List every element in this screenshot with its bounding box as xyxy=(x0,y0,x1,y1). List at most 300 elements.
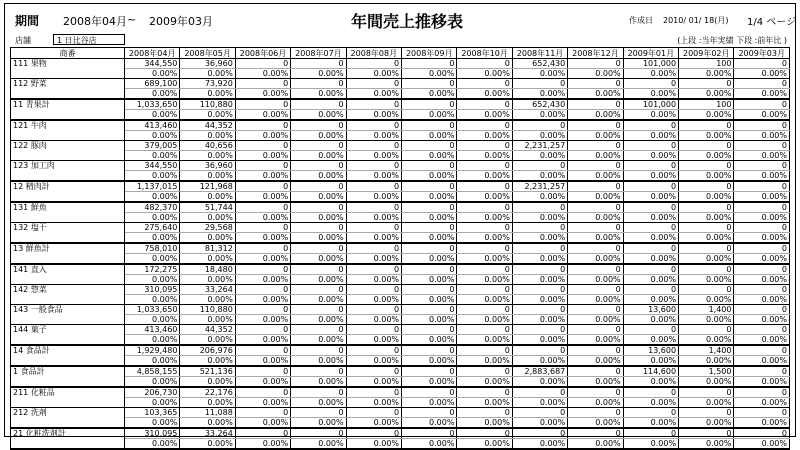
store-label: 店舗 xyxy=(15,36,31,45)
period-start: 2008年04月 xyxy=(63,15,127,28)
sales-value: 0 xyxy=(346,223,401,233)
ratio-value: 0.00% xyxy=(623,295,678,305)
ratio-value: 0.00% xyxy=(457,213,512,223)
sales-value: 482,370 xyxy=(125,202,180,213)
sales-value: 0 xyxy=(568,366,623,377)
sales-value: 110,880 xyxy=(180,99,235,110)
ratio-value: 0.00% xyxy=(457,275,512,285)
row-name: 11 青果計 xyxy=(11,99,125,110)
ratio-value: 0.00% xyxy=(235,89,290,100)
ratio-value: 0.00% xyxy=(734,315,790,325)
ratio-value: 0.00% xyxy=(623,315,678,325)
sales-value: 0 xyxy=(402,264,457,275)
sales-value: 0 xyxy=(623,120,678,131)
ratio-value: 0.00% xyxy=(568,315,623,325)
sales-value: 0 xyxy=(568,59,623,69)
ratio-value: 0.00% xyxy=(457,110,512,121)
sales-value: 379,005 xyxy=(125,141,180,151)
ratio-value: 0.00% xyxy=(568,439,623,450)
ratio-value: 0.00% xyxy=(346,275,401,285)
ratio-value: 0.00% xyxy=(291,356,346,367)
sales-value: 0 xyxy=(734,264,790,275)
created-label: 作成日 xyxy=(629,16,653,25)
ratio-value: 0.00% xyxy=(512,335,567,346)
sales-value: 0 xyxy=(679,428,734,439)
month-header: 2008年09月 xyxy=(402,48,457,59)
ratio-value: 0.00% xyxy=(180,335,235,346)
ratio-value: 0.00% xyxy=(457,356,512,367)
ratio-value: 0.00% xyxy=(125,254,180,265)
ratio-value: 0.00% xyxy=(734,151,790,161)
ratio-value: 0.00% xyxy=(402,192,457,203)
period-label: 期間 xyxy=(15,14,40,28)
sales-value: 0 xyxy=(623,387,678,398)
sales-value: 22,176 xyxy=(180,387,235,398)
ratio-value: 0.00% xyxy=(180,233,235,244)
ratio-value: 0.00% xyxy=(512,69,567,79)
ratio-value: 0.00% xyxy=(679,171,734,182)
sales-value: 44,352 xyxy=(180,325,235,335)
ratio-value: 0.00% xyxy=(679,439,734,450)
ratio-value: 0.00% xyxy=(235,69,290,79)
sales-value: 0 xyxy=(457,305,512,315)
ratio-value: 0.00% xyxy=(291,151,346,161)
ratio-value: 0.00% xyxy=(568,213,623,223)
ratio-value: 0.00% xyxy=(180,398,235,408)
sales-value: 0 xyxy=(512,428,567,439)
ratio-value: 0.00% xyxy=(512,275,567,285)
ratio-value: 0.00% xyxy=(235,335,290,346)
sales-value: 0 xyxy=(291,387,346,398)
sales-value: 0 xyxy=(512,387,567,398)
ratio-value: 0.00% xyxy=(568,192,623,203)
ratio-value: 0.00% xyxy=(125,398,180,408)
ratio-value: 0.00% xyxy=(512,398,567,408)
sales-value: 0 xyxy=(235,120,290,131)
table-header-row xyxy=(11,48,790,59)
sales-value: 0 xyxy=(346,264,401,275)
row-name xyxy=(11,110,125,121)
ratio-value: 0.00% xyxy=(457,192,512,203)
ratio-value: 0.00% xyxy=(402,335,457,346)
sales-value: 652,430 xyxy=(512,99,567,110)
ratio-value: 0.00% xyxy=(235,213,290,223)
sales-value: 0 xyxy=(457,408,512,418)
ratio-value: 0.00% xyxy=(346,398,401,408)
sales-value: 0 xyxy=(346,141,401,151)
ratio-value: 0.00% xyxy=(734,356,790,367)
table-row-actual xyxy=(11,387,790,398)
sales-value: 0 xyxy=(291,181,346,192)
month-header: 2008年12月 xyxy=(568,48,623,59)
sales-value: 0 xyxy=(402,366,457,377)
sales-value: 0 xyxy=(568,243,623,254)
sales-value: 0 xyxy=(291,325,346,335)
sales-value: 81,312 xyxy=(180,243,235,254)
row-name: 112 野菜 xyxy=(11,79,125,89)
sales-value: 0 xyxy=(291,366,346,377)
ratio-value: 0.00% xyxy=(125,356,180,367)
sales-value: 0 xyxy=(734,243,790,254)
ratio-value: 0.00% xyxy=(623,171,678,182)
sales-value: 0 xyxy=(512,223,567,233)
sales-value: 206,976 xyxy=(180,345,235,356)
sales-value: 0 xyxy=(457,59,512,69)
month-header: 2008年10月 xyxy=(457,48,512,59)
ratio-value: 0.00% xyxy=(346,69,401,79)
ratio-value: 0.00% xyxy=(125,233,180,244)
sales-value: 0 xyxy=(291,202,346,213)
ratio-value: 0.00% xyxy=(512,254,567,265)
sales-value: 110,880 xyxy=(180,305,235,315)
sales-value: 0 xyxy=(402,408,457,418)
ratio-value: 0.00% xyxy=(291,275,346,285)
ratio-value: 0.00% xyxy=(734,254,790,265)
sales-value: 1,033,650 xyxy=(125,99,180,110)
sales-value: 172,275 xyxy=(125,264,180,275)
sales-value: 1,500 xyxy=(679,366,734,377)
sales-value: 0 xyxy=(346,428,401,439)
sales-value: 0 xyxy=(679,408,734,418)
ratio-value: 0.00% xyxy=(180,192,235,203)
sales-value: 0 xyxy=(568,305,623,315)
sales-value: 0 xyxy=(734,408,790,418)
sales-value: 11,088 xyxy=(180,408,235,418)
sales-value: 0 xyxy=(291,141,346,151)
sales-value: 0 xyxy=(512,285,567,295)
ratio-value: 0.00% xyxy=(568,275,623,285)
ratio-value: 0.00% xyxy=(402,171,457,182)
sales-value: 73,920 xyxy=(180,79,235,89)
sales-value: 36,960 xyxy=(180,161,235,171)
ratio-value: 0.00% xyxy=(679,213,734,223)
sales-value: 0 xyxy=(512,161,567,171)
ratio-value: 0.00% xyxy=(125,418,180,429)
sales-value: 40,656 xyxy=(180,141,235,151)
ratio-value: 0.00% xyxy=(512,295,567,305)
ratio-value: 0.00% xyxy=(235,192,290,203)
header-corner: 商番 xyxy=(11,48,125,59)
sales-value: 0 xyxy=(235,325,290,335)
ratio-value: 0.00% xyxy=(457,151,512,161)
ratio-value: 0.00% xyxy=(457,69,512,79)
sales-value: 0 xyxy=(291,161,346,171)
sales-value: 0 xyxy=(291,59,346,69)
ratio-value: 0.00% xyxy=(291,295,346,305)
sales-value: 0 xyxy=(235,161,290,171)
ratio-value: 0.00% xyxy=(180,131,235,141)
sales-value: 0 xyxy=(291,120,346,131)
ratio-value: 0.00% xyxy=(291,335,346,346)
ratio-value: 0.00% xyxy=(125,151,180,161)
ratio-value: 0.00% xyxy=(235,377,290,388)
ratio-value: 0.00% xyxy=(402,69,457,79)
ratio-value: 0.00% xyxy=(457,171,512,182)
sales-value: 100 xyxy=(679,59,734,69)
sales-value: 0 xyxy=(402,345,457,356)
report-title: 年間売上推移表 xyxy=(351,12,464,31)
sales-value: 121,968 xyxy=(180,181,235,192)
sales-value: 0 xyxy=(568,181,623,192)
table-row-actual xyxy=(11,202,790,213)
ratio-value: 0.00% xyxy=(734,418,790,429)
ratio-value: 0.00% xyxy=(235,398,290,408)
ratio-value: 0.00% xyxy=(734,275,790,285)
report-header xyxy=(5,4,795,34)
sales-value: 0 xyxy=(235,243,290,254)
ratio-value: 0.00% xyxy=(679,254,734,265)
sales-value: 51,744 xyxy=(180,202,235,213)
sales-value: 0 xyxy=(291,223,346,233)
table-row-ratio xyxy=(11,315,790,325)
sales-value: 0 xyxy=(457,181,512,192)
ratio-value: 0.00% xyxy=(457,439,512,450)
ratio-value: 0.00% xyxy=(568,131,623,141)
ratio-value: 0.00% xyxy=(568,356,623,367)
table-row-ratio xyxy=(11,335,790,346)
row-name xyxy=(11,275,125,285)
sales-value: 413,460 xyxy=(125,120,180,131)
ratio-value: 0.00% xyxy=(235,356,290,367)
ratio-value: 0.00% xyxy=(125,131,180,141)
sales-value: 0 xyxy=(679,285,734,295)
sales-value: 0 xyxy=(623,325,678,335)
ratio-value: 0.00% xyxy=(291,131,346,141)
row-name: 1 食品計 xyxy=(11,366,125,377)
sales-value: 0 xyxy=(512,345,567,356)
ratio-value: 0.00% xyxy=(346,131,401,141)
sales-value: 0 xyxy=(291,305,346,315)
table-row-ratio xyxy=(11,110,790,121)
sales-value: 0 xyxy=(623,243,678,254)
ratio-value: 0.00% xyxy=(734,171,790,182)
sales-value: 0 xyxy=(679,202,734,213)
row-name: 141 直入 xyxy=(11,264,125,275)
ratio-value: 0.00% xyxy=(734,69,790,79)
month-header: 2008年04月 xyxy=(125,48,180,59)
ratio-value: 0.00% xyxy=(734,213,790,223)
ratio-value: 0.00% xyxy=(623,192,678,203)
sales-value: 0 xyxy=(568,325,623,335)
ratio-value: 0.00% xyxy=(457,377,512,388)
month-header: 2009年02月 xyxy=(679,48,734,59)
sales-value: 206,730 xyxy=(125,387,180,398)
row-name xyxy=(11,356,125,367)
sales-value: 0 xyxy=(568,99,623,110)
sales-value: 0 xyxy=(402,387,457,398)
ratio-value: 0.00% xyxy=(679,356,734,367)
ratio-value: 0.00% xyxy=(402,89,457,100)
ratio-value: 0.00% xyxy=(291,69,346,79)
month-header: 2008年05月 xyxy=(180,48,235,59)
ratio-value: 0.00% xyxy=(180,275,235,285)
sales-value: 13,600 xyxy=(623,345,678,356)
sales-value: 0 xyxy=(402,305,457,315)
ratio-value: 0.00% xyxy=(679,110,734,121)
row-name xyxy=(11,151,125,161)
sales-value: 0 xyxy=(346,161,401,171)
ratio-value: 0.00% xyxy=(623,131,678,141)
ratio-value: 0.00% xyxy=(623,151,678,161)
row-name: 131 鮮魚 xyxy=(11,202,125,213)
sales-value: 0 xyxy=(235,79,290,89)
sales-value: 0 xyxy=(623,202,678,213)
sales-value: 0 xyxy=(235,285,290,295)
sales-value: 0 xyxy=(346,325,401,335)
ratio-value: 0.00% xyxy=(457,295,512,305)
ratio-value: 0.00% xyxy=(512,315,567,325)
sales-value: 0 xyxy=(291,264,346,275)
sales-value: 0 xyxy=(346,285,401,295)
row-name xyxy=(11,295,125,305)
row-name xyxy=(11,89,125,100)
sales-value: 100 xyxy=(679,99,734,110)
table-body xyxy=(11,59,790,450)
ratio-value: 0.00% xyxy=(346,315,401,325)
sales-value: 0 xyxy=(679,181,734,192)
sales-value: 0 xyxy=(734,59,790,69)
month-header: 2008年11月 xyxy=(512,48,567,59)
ratio-value: 0.00% xyxy=(512,418,567,429)
ratio-value: 0.00% xyxy=(291,213,346,223)
ratio-value: 0.00% xyxy=(734,131,790,141)
row-name: 21 化粧洗剤計 xyxy=(11,428,125,439)
ratio-value: 0.00% xyxy=(346,192,401,203)
sales-value: 0 xyxy=(402,181,457,192)
row-name: 142 惣菜 xyxy=(11,285,125,295)
table-row-ratio xyxy=(11,356,790,367)
sales-value: 0 xyxy=(235,366,290,377)
sales-value: 0 xyxy=(679,79,734,89)
ratio-value: 0.00% xyxy=(402,110,457,121)
ratio-value: 0.00% xyxy=(568,151,623,161)
legend-note: (上段 :当年実績 下段 :前年比 ) xyxy=(677,36,787,45)
row-name xyxy=(11,213,125,223)
sales-value: 344,550 xyxy=(125,161,180,171)
sales-value: 1,929,480 xyxy=(125,345,180,356)
sales-value: 0 xyxy=(291,243,346,254)
ratio-value: 0.00% xyxy=(457,233,512,244)
table-row-ratio xyxy=(11,213,790,223)
ratio-value: 0.00% xyxy=(235,295,290,305)
sales-value: 0 xyxy=(457,428,512,439)
sales-value: 0 xyxy=(346,120,401,131)
ratio-value: 0.00% xyxy=(346,233,401,244)
sales-value: 1,400 xyxy=(679,345,734,356)
ratio-value: 0.00% xyxy=(623,418,678,429)
sales-value: 0 xyxy=(568,408,623,418)
row-name xyxy=(11,131,125,141)
ratio-value: 0.00% xyxy=(346,439,401,450)
table-row-actual xyxy=(11,161,790,171)
sales-value: 413,460 xyxy=(125,325,180,335)
row-name: 14 食品計 xyxy=(11,345,125,356)
sales-value: 101,000 xyxy=(623,59,678,69)
table-row-actual xyxy=(11,366,790,377)
ratio-value: 0.00% xyxy=(125,275,180,285)
ratio-value: 0.00% xyxy=(402,275,457,285)
ratio-value: 0.00% xyxy=(679,192,734,203)
sales-value: 0 xyxy=(568,141,623,151)
table-row-actual xyxy=(11,264,790,275)
ratio-value: 0.00% xyxy=(180,377,235,388)
sales-value: 0 xyxy=(734,345,790,356)
ratio-value: 0.00% xyxy=(623,233,678,244)
row-name: 12 精肉計 xyxy=(11,181,125,192)
sales-value: 0 xyxy=(346,243,401,254)
sales-value: 0 xyxy=(457,345,512,356)
ratio-value: 0.00% xyxy=(568,254,623,265)
ratio-value: 0.00% xyxy=(734,89,790,100)
sales-value: 0 xyxy=(457,161,512,171)
ratio-value: 0.00% xyxy=(679,418,734,429)
ratio-value: 0.00% xyxy=(291,439,346,450)
sales-value: 0 xyxy=(512,243,567,254)
sales-value: 0 xyxy=(346,202,401,213)
sales-value: 0 xyxy=(679,325,734,335)
ratio-value: 0.00% xyxy=(125,213,180,223)
table-row-actual xyxy=(11,141,790,151)
sales-value: 0 xyxy=(235,181,290,192)
ratio-value: 0.00% xyxy=(457,315,512,325)
sales-value: 0 xyxy=(457,243,512,254)
ratio-value: 0.00% xyxy=(457,131,512,141)
ratio-value: 0.00% xyxy=(235,110,290,121)
ratio-value: 0.00% xyxy=(457,335,512,346)
sales-value: 0 xyxy=(346,181,401,192)
table-row-actual xyxy=(11,408,790,418)
ratio-value: 0.00% xyxy=(291,418,346,429)
table-row-actual xyxy=(11,305,790,315)
ratio-value: 0.00% xyxy=(180,69,235,79)
ratio-value: 0.00% xyxy=(568,171,623,182)
ratio-value: 0.00% xyxy=(734,295,790,305)
ratio-value: 0.00% xyxy=(568,398,623,408)
ratio-value: 0.00% xyxy=(125,377,180,388)
sales-value: 0 xyxy=(623,141,678,151)
sales-value: 0 xyxy=(623,223,678,233)
ratio-value: 0.00% xyxy=(235,418,290,429)
ratio-value: 0.00% xyxy=(623,213,678,223)
table-row-actual xyxy=(11,428,790,439)
ratio-value: 0.00% xyxy=(734,398,790,408)
ratio-value: 0.00% xyxy=(512,377,567,388)
ratio-value: 0.00% xyxy=(291,192,346,203)
sales-value: 0 xyxy=(457,387,512,398)
ratio-value: 0.00% xyxy=(679,275,734,285)
sales-value: 0 xyxy=(568,387,623,398)
ratio-value: 0.00% xyxy=(291,254,346,265)
ratio-value: 0.00% xyxy=(402,254,457,265)
sales-value: 0 xyxy=(734,223,790,233)
sales-value: 0 xyxy=(402,59,457,69)
sales-value: 0 xyxy=(734,79,790,89)
ratio-value: 0.00% xyxy=(679,131,734,141)
ratio-value: 0.00% xyxy=(623,398,678,408)
table-row-actual xyxy=(11,345,790,356)
sales-value: 0 xyxy=(402,161,457,171)
period-separator: ~ xyxy=(127,13,137,26)
ratio-value: 0.00% xyxy=(180,171,235,182)
table-row-ratio xyxy=(11,439,790,450)
ratio-value: 0.00% xyxy=(512,171,567,182)
month-header: 2008年07月 xyxy=(291,48,346,59)
table-row-ratio xyxy=(11,192,790,203)
ratio-value: 0.00% xyxy=(623,335,678,346)
sales-value: 344,550 xyxy=(125,59,180,69)
table-row-ratio xyxy=(11,131,790,141)
ratio-value: 0.00% xyxy=(346,213,401,223)
